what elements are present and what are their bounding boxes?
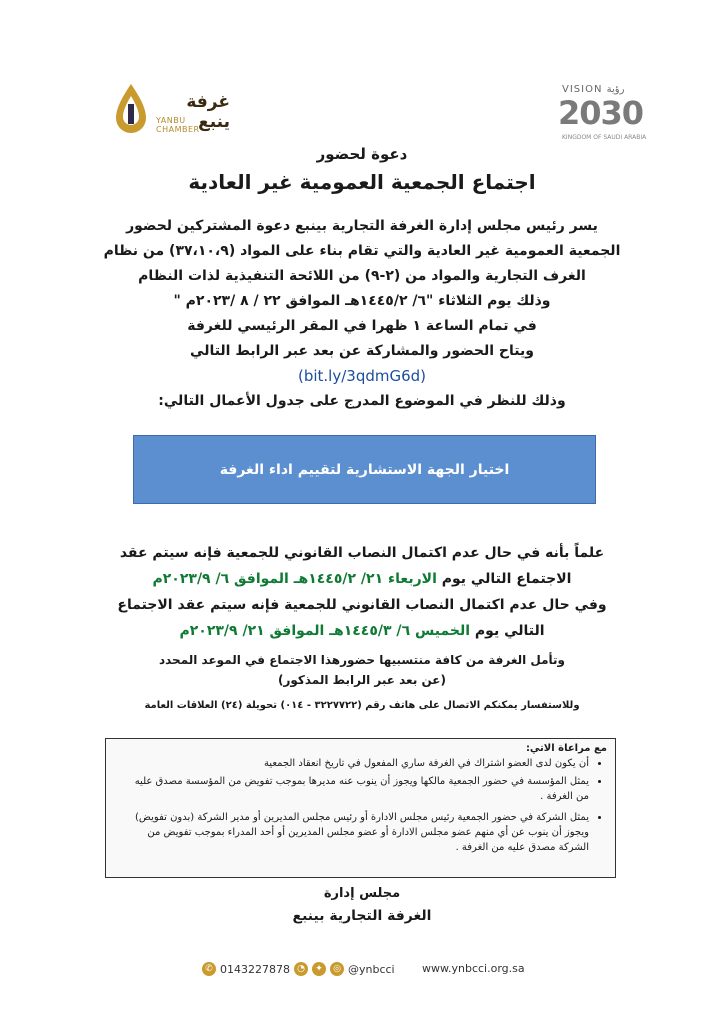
body-line: الجمعية العمومية غير العادية والتي تقام بناء على المواد (٣٧،١٠،٩) من نظام bbox=[103, 243, 621, 259]
agenda-box bbox=[133, 435, 596, 504]
chamber-logo-icon bbox=[114, 82, 148, 134]
body-line: ويتاح الحضور والمشاركة عن بعد عبر الرابط التالي bbox=[190, 343, 534, 359]
body-line: يسر رئيس مجلس إدارة الغرفة التجارية بينبع دعوة المشتركين لحضور bbox=[126, 218, 598, 234]
vision-logo-kingdom: KINGDOM OF SAUDI ARABIA bbox=[562, 134, 647, 141]
closing-line: وتأمل الغرفة من كافة منتسبيها حضورهذا الاجتماع في الموعد المحدد bbox=[158, 653, 566, 667]
closing-line: (عن بعد عبر الرابط المذكور) bbox=[277, 673, 446, 687]
snapchat-icon: ◔ bbox=[294, 962, 308, 976]
footer-phone bbox=[202, 962, 290, 976]
twitter-icon: ✦ bbox=[312, 962, 326, 976]
notes-box bbox=[105, 738, 616, 878]
signature-title: مجلس إدارة bbox=[323, 886, 401, 901]
quorum-text: التالي يوم bbox=[470, 623, 545, 639]
chamber-logo-subtitle: YANBU CHAMBER bbox=[156, 116, 200, 134]
note-item: • أن يكون لدى العضو اشتراك في الغرفة ساري المفعول في تاريخ انعقاد الجمعية bbox=[120, 756, 589, 771]
chamber-logo bbox=[110, 82, 230, 142]
invitation-body bbox=[60, 214, 664, 414]
vision-logo-year: 2030 bbox=[558, 94, 644, 132]
agenda-item: اختيار الجهة الاستشارية لتقييم اداء الغرفة bbox=[219, 461, 510, 478]
quorum-line: وفي حال عدم اكتمال النصاب القانوني للجمعية فإنه سيتم عقد الاجتماع bbox=[117, 597, 607, 613]
footer-website[interactable]: www.ynbcci.org.sa bbox=[422, 962, 525, 975]
notes-heading: مع مراعاة الاتي: bbox=[525, 743, 607, 754]
quorum-section bbox=[60, 540, 664, 644]
quorum-line: علماً بأنه في حال عدم اكتمال النصاب القانوني للجمعية فإنه سيتم عقد bbox=[119, 545, 605, 561]
social-handle[interactable]: @ynbcci bbox=[348, 962, 395, 976]
chamber-logo-name: غرفة ينبع bbox=[186, 92, 230, 132]
notes-list bbox=[114, 756, 607, 855]
invitation-label: دعوة لحضور bbox=[316, 145, 408, 163]
body-line: في تمام الساعة ١ ظهرا في المقر الرئيسي للغرفة bbox=[187, 318, 537, 334]
quorum-text: الاجتماع التالي يوم bbox=[436, 571, 572, 587]
body-line: الغرف التجارية والمواد من (٢-٩) من اللائحة التنفيذية لذات النظام bbox=[138, 268, 586, 284]
footer-social bbox=[294, 962, 395, 976]
meeting-link[interactable]: (bit.ly/3qdmG6d) bbox=[297, 367, 427, 385]
note-item: • يمثل المؤسسة في حضور الجمعية مالكها ويجوز أن ينوب عنه مديرها بموجب تفويض من المؤسسة مصدق عليه من الغرفة . bbox=[120, 774, 589, 804]
quorum-date: الخميس ٦/ ١٤٤٥/٣هـ الموافق ٢١/ ٢٠٢٣/٩م bbox=[179, 623, 471, 639]
whatsapp-icon: ✆ bbox=[202, 962, 216, 976]
contact-line: وللاستفسار يمكنكم الاتصال على هاتف رقم (٣٢٢٧٧٢٢ - ٠١٤) تحويلة (٢٤) العلاقات العامة bbox=[144, 700, 580, 711]
closing-section bbox=[60, 650, 664, 690]
body-line: وذلك يوم الثلاثاء "٦/ ١٤٤٥/٢هـ الموافق ٢٢ / ٨ /٢٠٢٣م " bbox=[173, 293, 551, 309]
footer bbox=[0, 958, 724, 982]
note-item: • يمثل الشركة في حضور الجمعية رئيس مجلس الادارة أو رئيس مجلس المديرين أو مدير الشركة (بدون تفويض) ويجوز أن ينوب عن أي منهم عضو مجلس الادارة أو عضو مجلس المديرين أو أحد المدراء بموجب تفويض من الشركة مصدق عليه من الغرفة . bbox=[120, 810, 589, 855]
body-line: وذلك للنظر في الموضوع المدرج على جدول الأعمال التالي: bbox=[158, 393, 566, 409]
meeting-title: اجتماع الجمعية العمومية غير العادية bbox=[188, 170, 536, 194]
quorum-date: الاربعاء ٢١/ ١٤٤٥/٢هـ الموافق ٦/ ٢٠٢٣/٩م bbox=[152, 571, 437, 587]
quorum-line bbox=[60, 566, 664, 592]
quorum-line bbox=[60, 618, 664, 644]
vision-logo-top: VISION رؤية bbox=[562, 84, 625, 95]
vision-2030-logo bbox=[556, 84, 666, 146]
signature-org: الغرفة التجارية بينبع bbox=[292, 908, 432, 924]
instagram-icon: ◎ bbox=[330, 962, 344, 976]
phone-number: 0143227878 bbox=[220, 962, 290, 976]
